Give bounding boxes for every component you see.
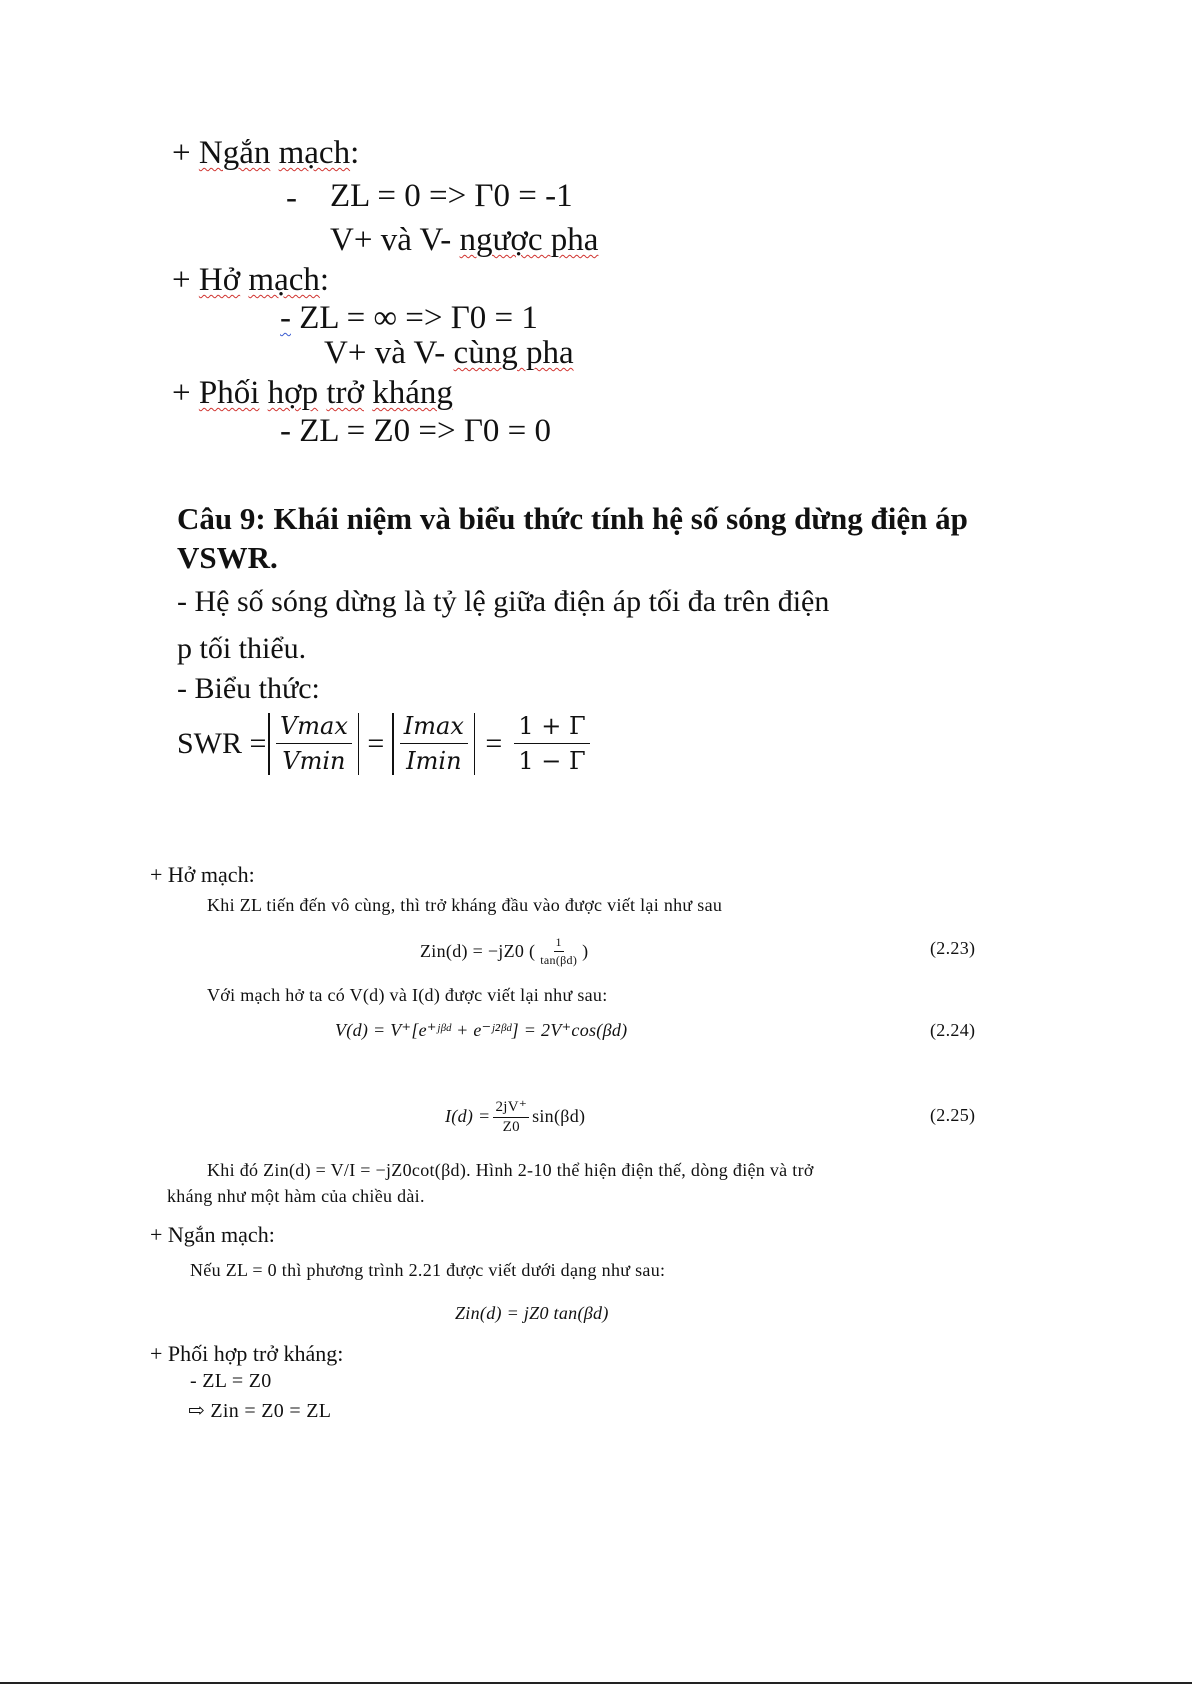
- eq-open-circuit: - ZL = ∞ => Γ0 = 1: [280, 300, 538, 336]
- eq-2-25: I(d) = $\frac{2jV^+}{Z0}$ sin(βd): [445, 1099, 586, 1135]
- text-khi-do: Khi đó Zin(d) = V/I = −jZ0cot(βd). Hình 2-10 thể hiện điện thế, dòng điện và trở: [207, 1160, 814, 1180]
- eq-2-23: Zin(d) = −jZ0 ( $\frac{1}{\tan(\beta d)}$ ): [420, 935, 589, 967]
- heading-ngan-mach-2: + Ngắn mạch:: [150, 1222, 275, 1247]
- question-title-line1: Câu 9: Khái niệm và biểu thức tính hệ số sóng dừng điện áp: [177, 501, 968, 536]
- text-khi-do-2: kháng như một hàm của chiều dài.: [167, 1186, 425, 1206]
- page-bottom-edge: [0, 1682, 1192, 1684]
- eq-number-2-25: (2.25): [930, 1105, 976, 1125]
- definition-line2: p tối thiểu.: [177, 632, 307, 665]
- eq-number-2-24: (2.24): [930, 1020, 976, 1040]
- eq-short-zin: Zin(d) = jZ0 tan(βd): [455, 1303, 609, 1323]
- eq-number-2-23: (2.23): [930, 938, 976, 958]
- note-opposite-phase: V+ và V- ngược pha: [330, 222, 599, 258]
- eq-2-24: V(d) = V⁺[e⁺ʲᵝᵈ + e⁻ʲ²ᵝᵈ] = 2V⁺cos(βd): [335, 1020, 628, 1040]
- heading-ho-mach: + Hở mạch:: [172, 262, 330, 298]
- swr-formula: SWR = $\frac{Vmax}{Vmin}$ = $\frac{Imax}{Imin}$ = $\frac{1 + \Gamma}{1 - \Gamma}$: [177, 712, 594, 775]
- heading-ngan-mach: + Ngắn mạch:: [172, 135, 360, 171]
- question-title-line2: VSWR.: [177, 540, 278, 575]
- definition-line1: - Hệ số sóng dừng là tỷ lệ giữa điện áp tối đa trên điện: [177, 585, 830, 618]
- heading-matching: + Phối hợp trở kháng: [172, 375, 453, 411]
- eq-matching: - ZL = Z0 => Γ0 = 0: [280, 413, 552, 449]
- eq-matching-zl: - ZL = Z0: [190, 1370, 272, 1392]
- eq-short-circuit: ZL = 0 => Γ0 = -1: [330, 178, 573, 214]
- text-ho-mach: Khi ZL tiến đến vô cùng, thì trở kháng đầu vào được viết lại như sau: [207, 895, 723, 915]
- arrow-icon: ⇨: [188, 1400, 206, 1422]
- eq-matching-zin: ⇨ Zin = Z0 = ZL: [188, 1400, 332, 1422]
- heading-matching-2: + Phối hợp trở kháng:: [150, 1341, 344, 1366]
- heading-ho-mach-2: + Hở mạch:: [150, 862, 255, 887]
- dash: -: [286, 180, 297, 216]
- text-ho-mach-2: Với mạch hở ta có V(d) và I(d) được viết lại như sau:: [207, 985, 608, 1005]
- text-ngan-mach: Nếu ZL = 0 thì phương trình 2.21 được viết dưới dạng như sau:: [190, 1260, 666, 1280]
- note-same-phase: V+ và V- cùng pha: [324, 335, 574, 371]
- expression-label: - Biểu thức:: [177, 672, 320, 705]
